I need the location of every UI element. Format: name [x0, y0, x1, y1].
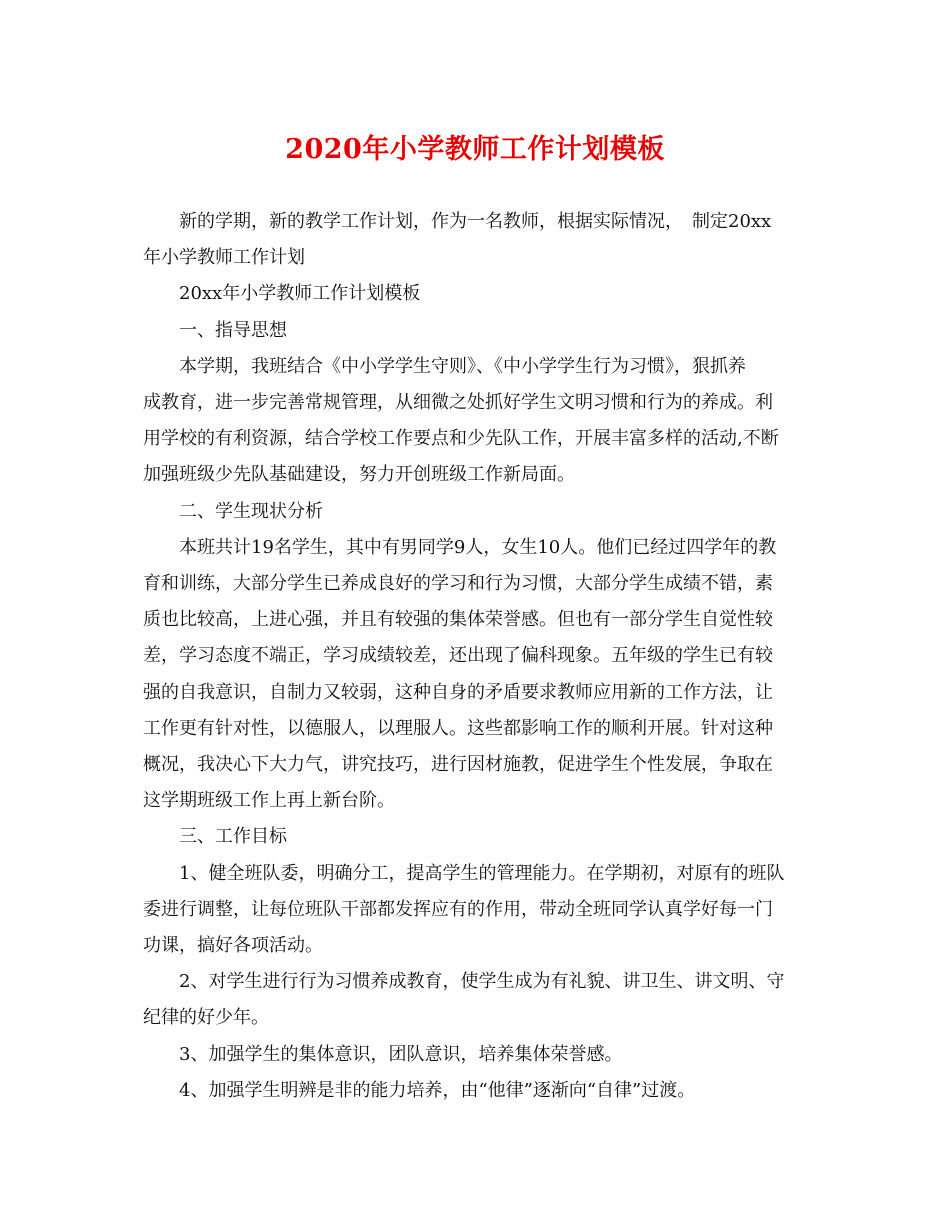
paragraph	[143, 1037, 815, 1073]
paragraph-line: 2、对学生进行行为习惯养成教育，使学生成为有礼貌、讲卫生、讲文明、守	[179, 971, 785, 993]
paragraph	[143, 856, 815, 965]
section-heading	[143, 313, 815, 349]
paragraph-line: 1、健全班队委，明确分工，提高学生的管理能力。在学期初，对原有的班队	[179, 862, 785, 884]
document-title: 2020年小学教师工作计划模板	[285, 134, 665, 165]
paragraph	[143, 349, 815, 494]
paragraph-line: 20xx年小学教师工作计划模板	[179, 283, 421, 305]
paragraph	[143, 1073, 815, 1109]
paragraph-line: 差，学习态度不端正，学习成绩较差，还出现了偏科现象。五年级的学生已有较	[143, 645, 773, 667]
paragraph-line: 用学校的有利资源，结合学校工作要点和少先队工作，开展丰富多样的活动,不断	[143, 428, 779, 450]
paragraph-line: 工作更有针对性，以德服人，以理服人。这些都影响工作的顺利开展。针对这种	[143, 717, 773, 739]
paragraph-line: 年小学教师工作计划	[143, 247, 305, 269]
section-heading	[143, 494, 815, 530]
paragraph-line: 新的学期，新的教学工作计划，作为一名教师，根据实际情况， 制定20xx	[179, 211, 772, 232]
paragraph-line: 育和训练，大部分学生已养成良好的学习和行为习惯，大部分学生成绩不错，素	[143, 573, 773, 595]
paragraph-line: 本班共计19名学生，其中有男同学9人，女生10人。他们已经过四学年的教	[179, 536, 777, 558]
paragraph-line: 质也比较高，上进心强，并且有较强的集体荣誉感。但也有一部分学生自觉性较	[143, 609, 773, 631]
paragraph-line: 纪律的好少年。	[143, 1007, 269, 1029]
paragraph-line: 功课，搞好各项活动。	[143, 935, 323, 957]
section-heading	[143, 819, 815, 855]
paragraph	[143, 276, 815, 312]
paragraph	[143, 964, 815, 1036]
paragraph-line: 强的自我意识，自制力又较弱，这种自身的矛盾要求教师应用新的工作方法，让	[143, 681, 773, 703]
paragraph	[143, 204, 815, 276]
paragraph-line: 概况，我决心下大力气，讲究技巧，进行因材施教，促进学生个性发展，争取在	[143, 754, 773, 776]
paragraph	[143, 530, 815, 820]
paragraph-line: 4、加强学生明辨是非的能力培养，由“他律”逐渐向“自律”过渡。	[179, 1079, 696, 1101]
section-heading-text: 二、学生现状分析	[179, 500, 323, 522]
paragraph-line: 这学期班级工作上再上新台阶。	[143, 790, 395, 812]
paragraph-line: 加强班级少先队基础建设，努力开创班级工作新局面。	[143, 464, 575, 486]
paragraph-line: 委进行调整，让每位班队干部都发挥应有的作用，带动全班同学认真学好每一门	[143, 898, 773, 920]
paragraph-line: 成教育，进一步完善常规管理，从细微之处抓好学生文明习惯和行为的养成。利	[143, 392, 773, 414]
document-body	[143, 204, 815, 1109]
paragraph-line: 本学期，我班结合《中小学学生守则》、《中小学学生行为习惯》，狠抓养	[179, 355, 746, 377]
section-heading-text: 一、指导思想	[179, 319, 287, 341]
section-heading-text: 三、工作目标	[179, 826, 287, 848]
paragraph-line: 3、加强学生的集体意识，团队意识，培养集体荣誉感。	[179, 1043, 623, 1065]
